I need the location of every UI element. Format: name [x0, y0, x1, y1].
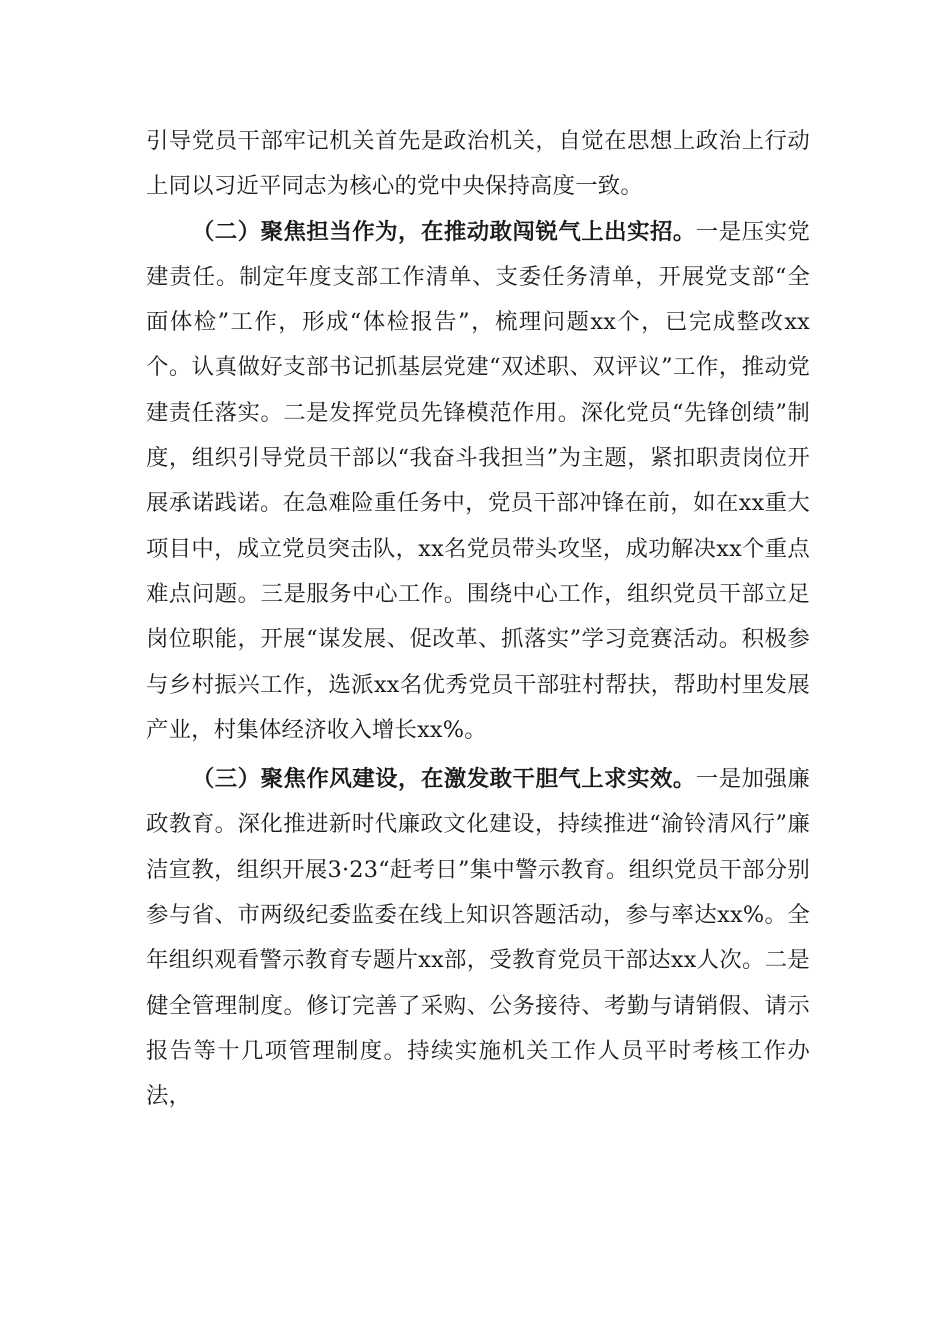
paragraph-text: 一是压实党建责任。制定年度支部工作清单、支委任务清单，开展党支部“全面体检”工作，形成“体检报告”，梳理问题xx个，已完成整改xx个。认真做好支部书记抓基层党建“双述职、双评议”工作，推动党建责任落实。二是发挥党员先锋模范作用。深化党员“先锋创绩”制度，组织引导党员干部以“我奋斗我担当”为主题，紧扣职责岗位开展承诺践诺。在急难险重任务中，党员干部冲锋在前，如在xx重大项目中，成立党员突击队，xx名党员带头攻坚，成功解决xx个重点难点问题。三是服务中心工作。围绕中心工作，组织党员干部立足岗位职能，开展“谋发展、促改革、抓落实”学习竞赛活动。积极参与乡村振兴工作，选派xx名优秀党员干部驻村帮扶，帮助村里发展产业，村集体经济收入增长xx%。	[146, 218, 811, 743]
paragraph-text: 一是加强廉政教育。深化推进新时代廉政文化建设，持续推进“渝铃清风行”廉洁宣教，组织开展3·23“赶考日”集中警示教育。组织党员干部分别参与省、市两级纪委监委在线上知识答题活动，参与率达xx%。全年组织观看警示教育专题片xx部，受教育党员干部达xx人次。二是健全管理制度。修订完善了采购、公务接待、考勤与请销假、请示报告等十几项管理制度。持续实施机关工作人员平时考核工作办法，	[146, 766, 811, 1110]
section-heading: （二）聚焦担当作为，在推动敢闯锐气上出实招。	[191, 218, 696, 245]
document-body	[146, 119, 810, 1120]
paragraph-continuation	[146, 119, 810, 210]
paragraph-section-two	[146, 210, 810, 754]
paragraph-text: 引导党员干部牢记机关首先是政治机关，自觉在思想上政治上行动上同以习近平同志为核心的党中央保持高度一致。	[146, 128, 810, 200]
section-heading: （三）聚焦作风建设，在激发敢干胆气上求实效。	[191, 766, 696, 793]
paragraph-section-three	[146, 757, 810, 1119]
